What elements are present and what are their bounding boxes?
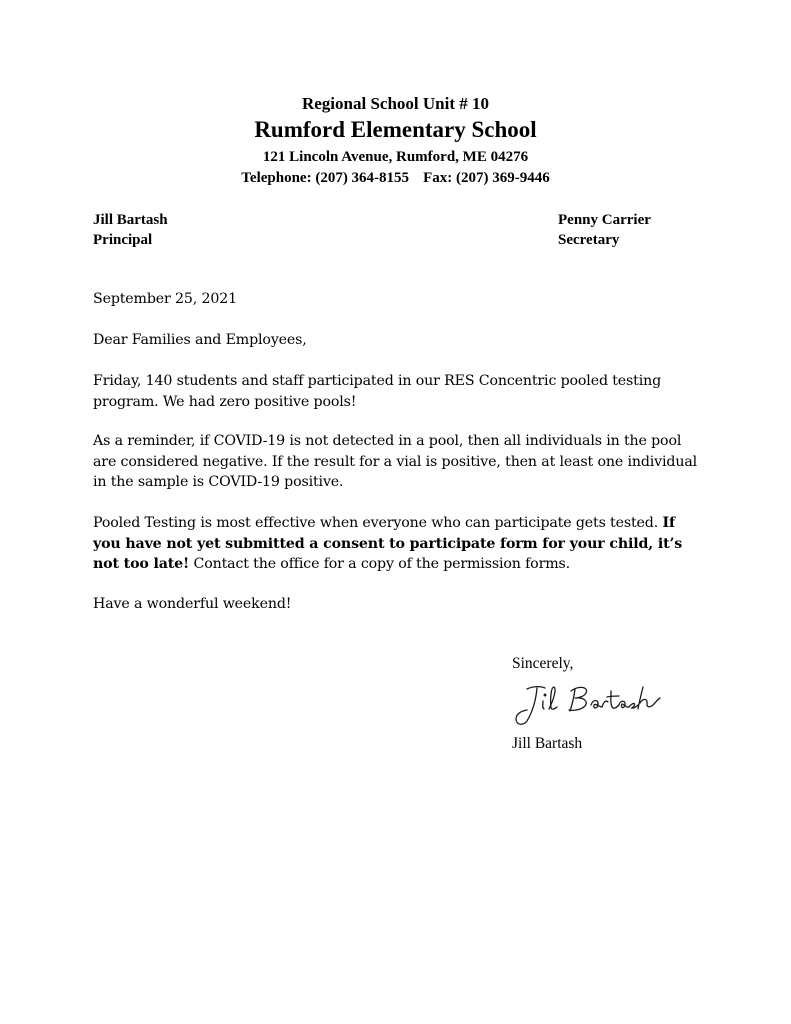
principal-block <box>93 210 168 250</box>
principal-name: Jill Bartash <box>93 212 168 228</box>
paragraph-consent-callout: If you have not yet submitted a consent to participate form for your child, it’s not too late! <box>93 515 683 572</box>
principal-title: Principal <box>93 232 153 248</box>
school-name: Rumford Elementary School <box>254 117 537 142</box>
paragraph-contact-office: Contact the office for a copy of the permission forms. <box>193 556 570 572</box>
signer-name: Jill Bartash <box>512 735 583 752</box>
paragraph-pooled-testing <box>93 513 703 575</box>
handwritten-signature <box>507 681 662 727</box>
paragraph-pooled-intro: Pooled Testing is most effective when everyone who can participate gets tested. <box>93 515 659 531</box>
secretary-block <box>558 210 651 250</box>
school-address: 121 Lincoln Avenue, Rumford, ME 04276 <box>262 149 529 165</box>
letter-greeting: Dear Families and Employees, <box>93 332 307 348</box>
telephone: Telephone: (207) 364-8155 <box>241 170 410 186</box>
valediction: Sincerely, <box>512 655 574 672</box>
secretary-name: Penny Carrier <box>558 212 651 228</box>
contact-line <box>0 170 791 187</box>
paragraph-reminder: As a reminder, if COVID-19 is not detected in a pool, then all individuals in the pool are considered negative. If the result for a vial is positive, then at least one individual in the sample is COVID-19 positive. <box>93 433 698 490</box>
fax: Fax: (207) 369-9446 <box>423 170 550 186</box>
secretary-title: Secretary <box>558 232 620 248</box>
letter-date: September 25, 2021 <box>93 291 237 307</box>
district-name: Regional School Unit # 10 <box>301 94 490 113</box>
paragraph-testing-results: Friday, 140 students and staff participated in our RES Concentric pooled testing program. We had zero positive pools! <box>93 373 662 410</box>
closing-wish: Have a wonderful weekend! <box>93 596 292 612</box>
